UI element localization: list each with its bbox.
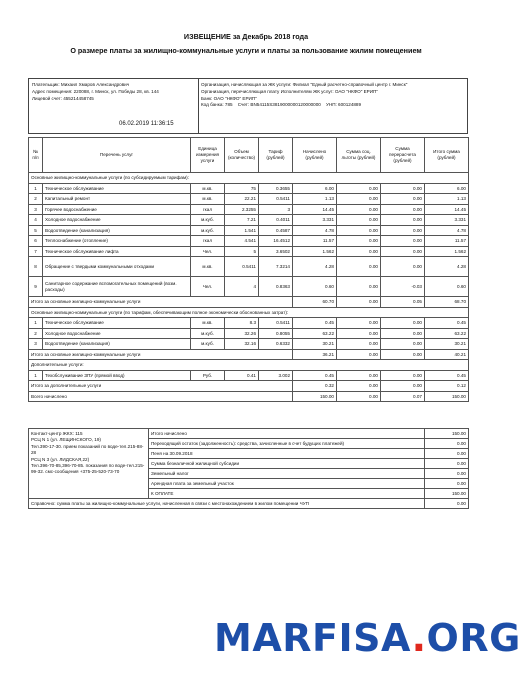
cell-tariff: 0.8363 — [259, 277, 293, 297]
issue-date: 06.02.2019 11:36:15 — [119, 121, 174, 127]
cell-unit: Чел. — [191, 246, 225, 257]
cell-total: 4.78 — [425, 225, 469, 236]
cell-name: Обращение с твердыми коммунальными отходами — [43, 257, 191, 277]
cell-name: Горячее водоснабжение — [43, 204, 191, 215]
table-row — [29, 225, 469, 236]
cell-tariff: 0.4587 — [259, 225, 293, 236]
cell-unit: м.кв. — [191, 257, 225, 277]
cell-total: 30.21 — [425, 339, 469, 350]
cell-charged: 30.21 — [293, 339, 337, 350]
cell-charged: 1.562 — [293, 246, 337, 257]
cell-vol: 8.3 — [225, 318, 259, 329]
cell-total: 3.331 — [425, 215, 469, 226]
subtotal-recalc: 0.05 — [381, 297, 425, 308]
cell-benefit: 0.00 — [337, 183, 381, 194]
cell-n: 2 — [29, 328, 43, 339]
col-header: Объем (количество) — [225, 138, 259, 173]
col-header: Сумма соц. льготы (рублей) — [337, 138, 381, 173]
summary-label: Пеня на 30.09.2018 — [149, 449, 425, 459]
subtotal-benefit: 0.00 — [337, 349, 381, 360]
summary-label: Арендная плата за земельный участок — [149, 479, 425, 489]
marfisa-logo — [214, 616, 521, 660]
logo-name: MARFISA — [214, 616, 412, 660]
cell-unit: м.куб. — [191, 339, 225, 350]
cell-n: 1 — [29, 370, 43, 381]
cell-total: 63.22 — [425, 328, 469, 339]
subtotal-total: 0.12 — [425, 381, 469, 392]
reference-value: 0.00 — [425, 499, 469, 509]
cell-recalc: 0.00 — [381, 246, 425, 257]
bank-name: Банк: ОАО "НКФО" ЕРИП" — [201, 95, 257, 101]
summary-value: 150.00 — [425, 429, 469, 439]
cell-benefit: 0.00 — [337, 339, 381, 350]
grand-total-charged: 150.00 — [293, 391, 337, 402]
header-divider — [198, 79, 199, 133]
cell-charged: 14.45 — [293, 204, 337, 215]
cell-unit: м.куб. — [191, 225, 225, 236]
cell-tariff: 0.4011 — [259, 215, 293, 226]
organization-info — [201, 82, 466, 109]
cell-vol: 4.541 — [225, 236, 259, 247]
section-title-row — [29, 173, 469, 184]
cell-tariff: 0.6332 — [259, 339, 293, 350]
cell-benefit: 0.00 — [337, 194, 381, 205]
summary-label: Итого начислено — [149, 429, 425, 439]
cell-benefit: 0.00 — [337, 328, 381, 339]
subtotal-row — [29, 381, 469, 392]
cell-unit: м.кв. — [191, 183, 225, 194]
section-title: Дополнительные услуги: — [29, 360, 469, 371]
table-header-row — [29, 138, 469, 173]
contact-line: РСЦ N 1 (ул. ЛЕЩИНСКОГО, 19) — [31, 437, 101, 443]
col-header: Единица измерения услуги — [191, 138, 225, 173]
cell-recalc: -0.03 — [381, 277, 425, 297]
table-row — [29, 215, 469, 226]
cell-name: Холодное водоснабжение — [43, 215, 191, 226]
cell-total: 14.45 — [425, 204, 469, 215]
cell-charged: 3.331 — [293, 215, 337, 226]
cell-n: 1 — [29, 318, 43, 329]
subtotal-label: Итого за основные жилищно-коммунальные услуги — [29, 297, 293, 308]
cell-name: Техническое обслуживание лифта — [43, 246, 191, 257]
cell-recalc: 0.00 — [381, 215, 425, 226]
subtotal-row — [29, 349, 469, 360]
subtotal-total: 68.70 — [425, 297, 469, 308]
cell-total: 11.57 — [425, 236, 469, 247]
cell-vol: 1.541 — [225, 225, 259, 236]
subtotal-recalc: 0.00 — [381, 381, 425, 392]
cell-total: 1.562 — [425, 246, 469, 257]
cell-benefit: 0.00 — [337, 277, 381, 297]
cell-recalc: 0.00 — [381, 370, 425, 381]
cell-vol: 32.26 — [225, 328, 259, 339]
cell-benefit: 0.00 — [337, 318, 381, 329]
table-row — [29, 236, 469, 247]
cell-benefit: 0.00 — [337, 236, 381, 247]
payer-header-box — [28, 78, 468, 134]
col-header: Перечень услуг — [43, 138, 191, 173]
org-charger: Организация, начисляющая за ЖК услуги: Филиал "Едный расчетно-справочный центр г. Минск" — [201, 82, 408, 87]
grand-total-row — [29, 391, 469, 402]
cell-name: Холодное водоснабжение — [43, 328, 191, 339]
subtotal-recalc: 0.00 — [381, 349, 425, 360]
cell-unit: гкал — [191, 204, 225, 215]
cell-tariff: 16.4512 — [259, 236, 293, 247]
cell-n: 6 — [29, 236, 43, 247]
cell-benefit: 0.00 — [337, 257, 381, 277]
document-title: ИЗВЕЩЕНИЕ за Декабрь 2018 года — [183, 32, 309, 41]
subtotal-benefit: 0.00 — [337, 381, 381, 392]
cell-name: Водоотведение (канализация) — [43, 339, 191, 350]
cell-tariff: 3 — [259, 204, 293, 215]
section-title-row — [29, 307, 469, 318]
bank-unp: УНП: 600124889 — [325, 102, 362, 108]
cell-tariff: 3.6502 — [259, 246, 293, 257]
table-row — [29, 257, 469, 277]
cell-unit: Чел. — [191, 277, 225, 297]
document-subtitle: О размере платы за жилищно-коммунальные услуги и платы за пользование жилим помещением — [70, 46, 422, 55]
bank-code: Код банка: 785 — [201, 102, 233, 108]
subtotal-charged: 60.70 — [293, 297, 337, 308]
summary-label: Сумма безналичной жилищной субсидии — [149, 459, 425, 469]
cell-recalc: 0.00 — [381, 204, 425, 215]
cell-unit: м.кв. — [191, 194, 225, 205]
payer-info — [32, 82, 197, 102]
cell-tariff: 0.5411 — [259, 194, 293, 205]
cell-name: Санитарное содержание вспомогательных помещений (возм. расходы) — [43, 277, 191, 297]
cell-benefit: 0.00 — [337, 215, 381, 226]
summary-value: 0.00 — [425, 459, 469, 469]
cell-charged: 1.13 — [293, 194, 337, 205]
cell-n: 9 — [29, 277, 43, 297]
subtotal-row — [29, 297, 469, 308]
table-row — [29, 277, 469, 297]
col-header: № п/п — [29, 138, 43, 173]
summary-row — [29, 429, 469, 439]
cell-name: Техобслуживание ЗПУ (прямой ввод) — [43, 370, 191, 381]
cell-n: 8 — [29, 257, 43, 277]
cell-recalc: 0.00 — [381, 328, 425, 339]
summary-value: 150.00 — [425, 489, 469, 499]
cell-n: 3 — [29, 204, 43, 215]
cell-tariff: 3.002 — [259, 370, 293, 381]
subtotal-label: Итого за основные жилищно-коммунальные услуги — [29, 349, 293, 360]
cell-total: 4.28 — [425, 257, 469, 277]
contact-line: Контакт-центр ЖКХ: 115 — [31, 431, 83, 436]
cell-charged: 63.22 — [293, 328, 337, 339]
cell-n: 2 — [29, 194, 43, 205]
contact-line: Тел.396-70-85,396-70-85. показания по воде-тел.215-99-32. смс-сообщения +375-25-520-73-70 — [31, 463, 145, 475]
cell-unit: гкал — [191, 236, 225, 247]
cell-n: 3 — [29, 339, 43, 350]
summary-value: 0.00 — [425, 449, 469, 459]
cell-total: 0.60 — [425, 277, 469, 297]
section-title: Основные жилищно-коммунальные услуги (по субсидируемым тарифам): — [29, 173, 469, 184]
cell-charged: 0.60 — [293, 277, 337, 297]
grand-total-total: 150.00 — [425, 391, 469, 402]
payer-address: Адрес помещения: 220088, г. Минск, ул. Победы 28, кв. 144 — [32, 88, 159, 94]
subtotal-benefit: 0.00 — [337, 297, 381, 308]
cell-name: Водоотведение (канализация) — [43, 225, 191, 236]
org-transfer: Организация, перечисляющая плату Исполнителям ЖК услуг: ОАО "НКФО" ЕРИП" — [201, 88, 378, 94]
cell-unit: Руб. — [191, 370, 225, 381]
cell-benefit: 0.00 — [337, 246, 381, 257]
cell-tariff: 0.8055 — [259, 328, 293, 339]
cell-total: 0.45 — [425, 370, 469, 381]
cell-tariff: 0.5411 — [259, 318, 293, 329]
cell-recalc: 0.00 — [381, 236, 425, 247]
subtotal-charged: 0.32 — [293, 381, 337, 392]
cell-vol: 4 — [225, 277, 259, 297]
subtotal-total: 40.21 — [425, 349, 469, 360]
cell-n: 1 — [29, 183, 43, 194]
cell-vol: 75 — [225, 183, 259, 194]
payer-account: Лицевой счет: 455214458745 — [32, 95, 94, 101]
section-title: Основные жилищно-коммунальные услуги (по тарифам, обеспечивающим полное экономически обоснованных затрат): — [29, 307, 469, 318]
cell-vol: 5 — [225, 246, 259, 257]
cell-recalc: 0.00 — [381, 257, 425, 277]
cell-vol: 0.5411 — [225, 257, 259, 277]
table-row — [29, 194, 469, 205]
grand-total-recalc: 0.07 — [381, 391, 425, 402]
cell-name: Техническое обслуживание — [43, 183, 191, 194]
contact-line: РСЦ N 3 (ул. ЛИДСКАЯ,22) — [31, 456, 90, 462]
reference-row — [29, 499, 469, 509]
cell-recalc: 0.00 — [381, 339, 425, 350]
cell-unit: м.куб. — [191, 328, 225, 339]
cell-charged: 0.45 — [293, 370, 337, 381]
cell-vol: 0.41 — [225, 370, 259, 381]
summary-label: К ОПЛАТЕ — [149, 489, 425, 499]
subtotal-label: Итого за дополнительные услуги — [29, 381, 293, 392]
summary-value: 0.00 — [425, 479, 469, 489]
col-header: Начислено (рублей) — [293, 138, 337, 173]
cell-n: 7 — [29, 246, 43, 257]
table-row — [29, 183, 469, 194]
cell-tariff: 7.3214 — [259, 257, 293, 277]
table-row — [29, 204, 469, 215]
cell-name: Теплоснабжение (отопление) — [43, 236, 191, 247]
cell-name: Капитальный ремонт — [43, 194, 191, 205]
table-row — [29, 318, 469, 329]
cell-benefit: 0.00 — [337, 204, 381, 215]
cell-recalc: 0.00 — [381, 194, 425, 205]
section-title-row — [29, 360, 469, 371]
table-row — [29, 328, 469, 339]
summary-label: Земельный налог — [149, 469, 425, 479]
table-row — [29, 246, 469, 257]
cell-recalc: 0.00 — [381, 318, 425, 329]
cell-n: 5 — [29, 225, 43, 236]
cell-charged: 4.28 — [293, 257, 337, 277]
cell-total: 1.13 — [425, 194, 469, 205]
col-header: Итого сумма (рублей) — [425, 138, 469, 173]
services-table — [28, 137, 469, 402]
payer-name: Плательщик: Михаил Хмаров Александрович — [32, 82, 130, 87]
cell-charged: 0.45 — [293, 318, 337, 329]
grand-total-label: Всего начислено — [29, 391, 293, 402]
logo-tld: ORG — [426, 616, 521, 660]
reference-label: Справочно: сумма платы за жилищно-коммунальные услуги, начисленная в связи с местонахождением в жилом помещении ЧУП — [29, 499, 425, 509]
bank-details — [201, 102, 466, 109]
subtotal-charged: 36.21 — [293, 349, 337, 360]
cell-charged: 4.78 — [293, 225, 337, 236]
col-header: Тариф (рублей) — [259, 138, 293, 173]
contact-line: Тел.390-17-30. прием показаний по воде-тел.215-88-28 — [31, 443, 144, 456]
table-row — [29, 339, 469, 350]
cell-vol: 22.21 — [225, 194, 259, 205]
logo-dot: . — [411, 616, 427, 660]
cell-vol: 32.16 — [225, 339, 259, 350]
col-header: Сумма перерасчета (рублей) — [381, 138, 425, 173]
summary-value: 0.00 — [425, 469, 469, 479]
table-row — [29, 370, 469, 381]
cell-total: 0.45 — [425, 318, 469, 329]
bank-account: Счет: BN54115S3819000000120000000 — [237, 102, 321, 108]
cell-tariff: 0.3655 — [259, 183, 293, 194]
summary-value: 0.00 — [425, 439, 469, 449]
cell-benefit: 0.00 — [337, 225, 381, 236]
cell-unit: м.куб. — [191, 215, 225, 226]
cell-benefit: 0.00 — [337, 370, 381, 381]
cell-charged: 11.57 — [293, 236, 337, 247]
cell-unit: м.кв. — [191, 318, 225, 329]
summary-label: Переходящий остаток (задолженность): средства, зачисленные в счет будущих платежей) — [149, 439, 425, 449]
cell-vol: 7.21 — [225, 215, 259, 226]
summary-table — [28, 428, 469, 509]
cell-recalc: 0.00 — [381, 225, 425, 236]
cell-charged: 6.00 — [293, 183, 337, 194]
contact-info — [29, 429, 149, 499]
cell-name: Техническое обслуживание — [43, 318, 191, 329]
cell-n: 4 — [29, 215, 43, 226]
cell-recalc: 0.00 — [381, 183, 425, 194]
cell-total: 6.00 — [425, 183, 469, 194]
cell-vol: 2.3255 — [225, 204, 259, 215]
grand-total-benefit: 0.00 — [337, 391, 381, 402]
